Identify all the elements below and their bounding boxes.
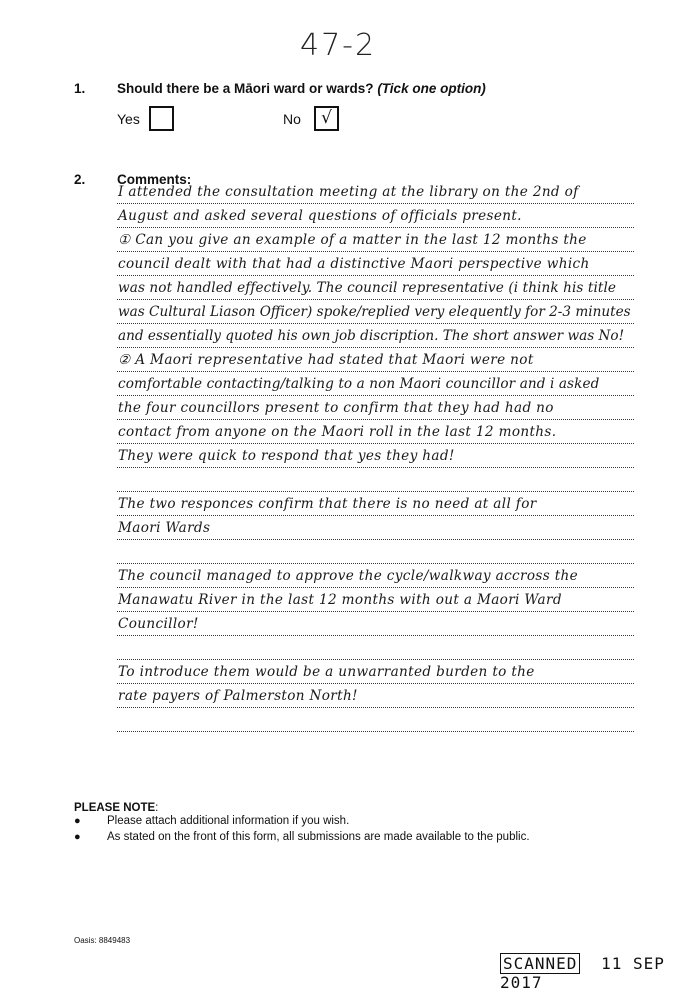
- writing-line: [117, 659, 634, 660]
- handwritten-document-number: 47-2: [300, 28, 377, 63]
- bullet-icon: ●: [74, 815, 81, 827]
- writing-line: [117, 395, 634, 396]
- writing-line: [117, 611, 634, 612]
- writing-line: [117, 323, 634, 324]
- comment-line: ② A Maori representative had stated that Maori were not: [118, 352, 534, 368]
- comment-line: To introduce them would be a unwarranted burden to the: [118, 664, 535, 680]
- comment-line: was not handled effectively. The council representative (i think his title: [118, 280, 617, 296]
- comment-line: ① Can you give an example of a matter in the last 12 months the: [118, 232, 587, 248]
- writing-line: [117, 347, 634, 348]
- writing-line: [117, 731, 634, 732]
- question-1-instruction: (Tick one option): [377, 81, 486, 96]
- question-2-number: 2.: [74, 172, 86, 187]
- stamp-scanned-text: SCANNED: [500, 953, 580, 974]
- writing-line: [117, 587, 634, 588]
- writing-line: [117, 683, 634, 684]
- comment-line: the four councillors present to confirm that they had had no: [118, 400, 554, 416]
- comment-line: They were quick to respond that yes they had!: [118, 448, 455, 464]
- comment-line: rate payers of Palmerston North!: [118, 688, 358, 704]
- writing-line: [117, 515, 634, 516]
- option-yes-checkbox[interactable]: [149, 106, 174, 131]
- please-note-item: As stated on the front of this form, all submissions are made available to the public.: [107, 831, 530, 843]
- comment-line: comfortable contacting/talking to a non Maori councillor and i asked: [118, 376, 600, 392]
- writing-line: [117, 371, 634, 372]
- writing-line: [117, 491, 634, 492]
- please-note-list: [74, 815, 530, 847]
- comment-line: Manawatu River in the last 12 months with out a Maori Ward: [118, 592, 562, 608]
- writing-line: [117, 563, 634, 564]
- comment-line: was Cultural Liason Officer) spoke/replied very elequently for 2-3 minutes: [118, 304, 631, 320]
- comment-line: The two responces confirm that there is no need at all for: [118, 496, 537, 512]
- please-note-title: PLEASE NOTE: [74, 802, 156, 814]
- writing-line: [117, 467, 634, 468]
- stamp-date: 11 SEP 2017: [500, 954, 665, 992]
- writing-line: [117, 251, 634, 252]
- question-2-label: Comments:: [117, 172, 192, 187]
- comment-line: Maori Wards: [118, 520, 211, 536]
- question-1-text: [117, 81, 486, 96]
- check-mark-icon: √: [321, 108, 332, 128]
- please-note-heading: [74, 802, 158, 814]
- comment-line: The council managed to approve the cycle/walkway accross the: [118, 568, 579, 584]
- comment-line: August and asked several questions of officials present.: [118, 208, 522, 224]
- writing-line: [117, 299, 634, 300]
- option-yes-label: Yes: [117, 111, 140, 127]
- option-no-checkbox[interactable]: [314, 106, 339, 131]
- bullet-icon: ●: [74, 831, 81, 843]
- question-1-prompt: Should there be a Māori ward or wards?: [117, 81, 374, 96]
- writing-line: [117, 227, 634, 228]
- list-item: [74, 815, 530, 831]
- comment-line: Councillor!: [118, 616, 199, 632]
- writing-line: [117, 275, 634, 276]
- writing-line: [117, 539, 634, 540]
- comment-line: I attended the consultation meeting at the library on the 2nd of: [118, 184, 579, 200]
- writing-line: [117, 707, 634, 708]
- comment-line: contact from anyone on the Maori roll in the last 12 months.: [118, 424, 557, 440]
- list-item: [74, 831, 530, 847]
- option-no-label: No: [283, 111, 301, 127]
- question-1-number: 1.: [74, 81, 86, 96]
- scanned-stamp: [500, 954, 694, 992]
- comment-line: council dealt with that had a distinctive Maori perspective which: [118, 256, 590, 272]
- please-note-colon: :: [155, 802, 159, 814]
- writing-line: [117, 203, 634, 204]
- oasis-reference: Oasis: 8849483: [74, 936, 131, 945]
- writing-line: [117, 443, 634, 444]
- writing-line: [117, 419, 634, 420]
- comment-line: and essentially quoted his own job discription. The short answer was No!: [118, 328, 625, 344]
- writing-line: [117, 635, 634, 636]
- please-note-item: Please attach additional information if you wish.: [107, 815, 350, 827]
